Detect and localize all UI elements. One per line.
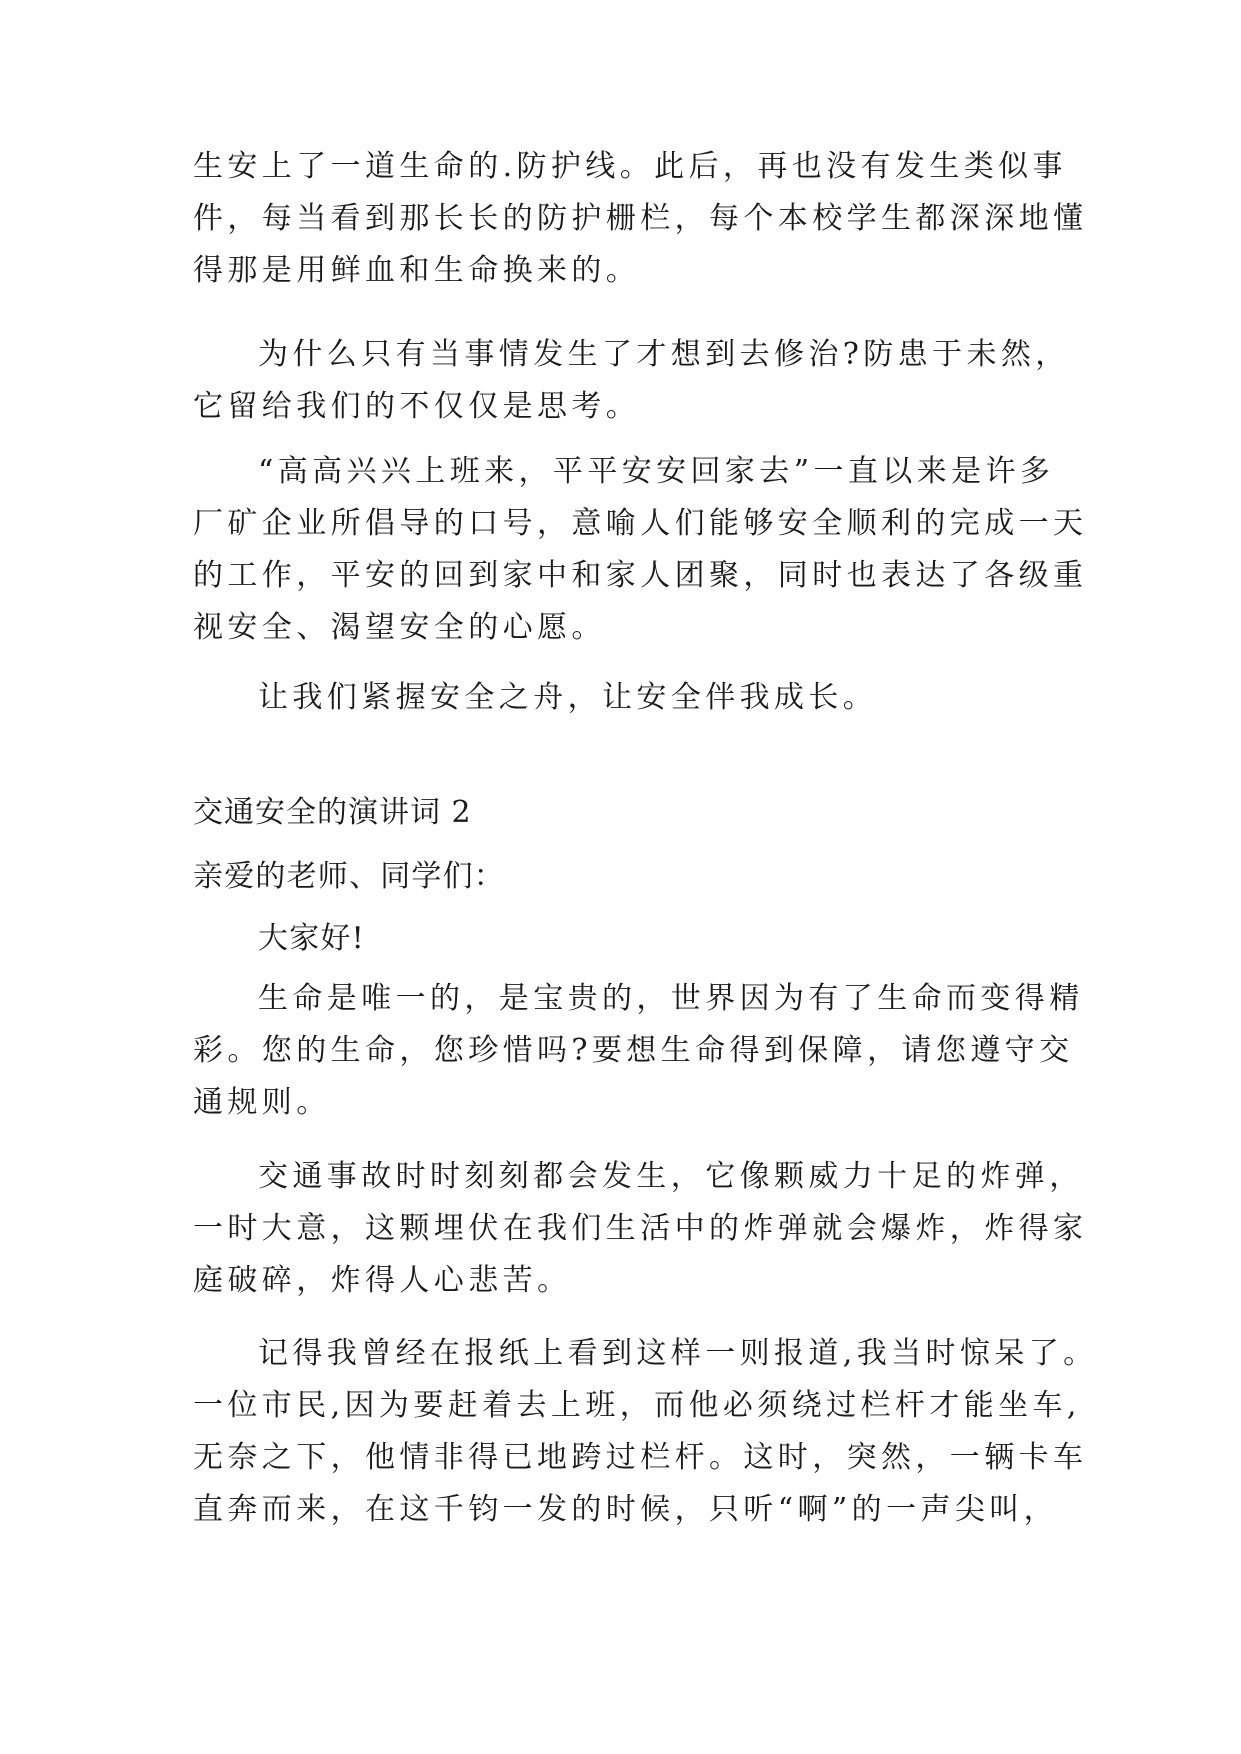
paragraph-line: 的工作，平安的回到家中和家人团聚，同时也表达了各级重 [193,558,1088,593]
paragraph-line: 生命是唯一的，是宝贵的，世界因为有了生命而变得精 [258,981,1084,1016]
section-title: 交通安全的演讲词 2 [193,795,472,830]
paragraph-line: 一位市民,因为要赶着去上班，而他必须绕过栏杆才能坐车, [193,1388,1081,1423]
salutation: 亲爱的老师、同学们： [193,859,505,894]
paragraph-line: “高高兴兴上班来，平平安安回家去”一直以来是许多 [258,454,1055,489]
paragraph-line: 无奈之下，他情非得已地跨过栏杆。这时，突然，一辆卡车 [193,1440,1088,1475]
paragraph-line: 视安全、渴望安全的心愿。 [193,610,606,645]
paragraph-line: 它留给我们的不仅仅是思考。 [193,389,641,424]
greeting: 大家好! [258,921,365,956]
paragraph-line: 通规则。 [193,1085,331,1120]
paragraph-line: 记得我曾经在报纸上看到这样一则报道,我当时惊呆了。 [258,1336,1098,1371]
paragraph-line: 生安上了一道生命的.防护线。此后，再也没有发生类似事 [193,149,1067,184]
paragraph-line: 一时大意，这颗埋伏在我们生活中的炸弹就会爆炸，炸得家 [193,1211,1088,1246]
paragraph-line: 得那是用鲜血和生命换来的。 [193,253,641,288]
paragraph-line: 厂矿企业所倡导的口号，意喻人们能够安全顺利的完成一天 [193,506,1088,541]
paragraph-line: 让我们紧握安全之舟，让安全伴我成长。 [258,680,878,715]
paragraph-line: 彩。您的生命，您珍惜吗?要想生命得到保障，请您遵守交 [193,1033,1074,1068]
paragraph-line: 直奔而来，在这千钧一发的时候，只听“啊”的一声尖叫， [193,1492,1059,1527]
paragraph-line: 庭破碎，炸得人心悲苦。 [193,1263,572,1298]
paragraph-line: 为什么只有当事情发生了才想到去修治?防患于未然， [258,337,1070,372]
paragraph-line: 件，每当看到那长长的防护栅栏，每个本校学生都深深地懂 [193,201,1088,236]
paragraph-line: 交通事故时时刻刻都会发生，它像颗威力十足的炸弹， [258,1159,1084,1194]
